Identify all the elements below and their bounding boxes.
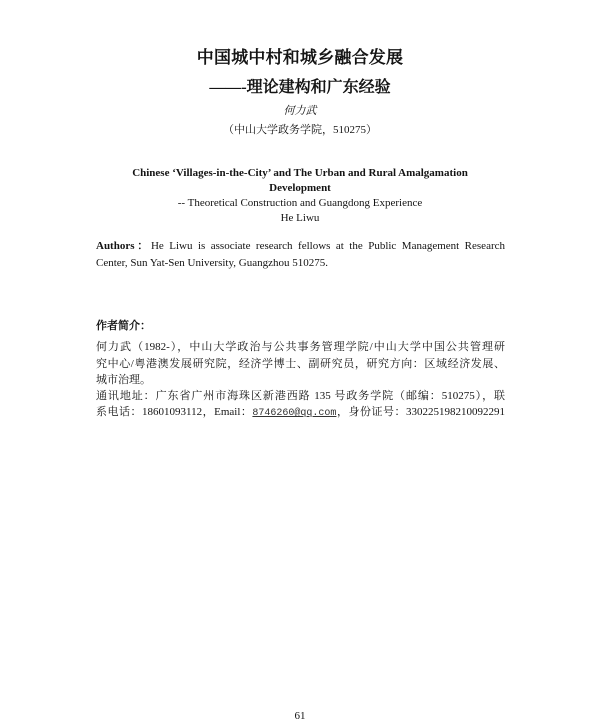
bio-heading: 作者简介：	[96, 320, 151, 332]
authors-note-label: Authors：	[96, 240, 151, 252]
authors-note-line-2: Center, Sun Yat-Sen University, Guangzhou 510275.	[96, 257, 328, 269]
affiliation-chinese: （中山大学政务学院，510275）	[223, 124, 377, 136]
title-english-line-1: Chinese ‘Villages-in-the-City’ and The Urban and Rural Amalgamation	[132, 167, 468, 179]
title-chinese-line-2: ——-理论建构和广东经验	[209, 79, 391, 96]
bio-line: 何力武（1982-），中山大学政治与公共事务管理学院/中山大学中国公共管理研	[96, 341, 505, 353]
bio-contact-line	[96, 405, 505, 421]
author-name-chinese: 何力武	[283, 105, 317, 117]
title-chinese-line-1: 中国城中村和城乡融合发展	[196, 48, 404, 67]
bio-line: 究中心/粤港澳发展研究院，经济学博士、副研究员，研究方向：区域经济发展、	[96, 358, 505, 370]
page-number: 61	[294, 710, 306, 722]
bio-line: 通讯地址：广东省广州市海珠区新港西路 135 号政务学院（邮编：510275），联	[96, 390, 505, 402]
contact-id-text: ，身份证号：330225198210092291	[336, 406, 505, 418]
contact-phone-text: 系电话：18601093112，Email：	[96, 406, 253, 418]
title-english-line-2: Development	[269, 182, 331, 194]
authors-note-line-1	[96, 239, 505, 253]
email-link[interactable]: 8746260@qq.com	[252, 408, 337, 419]
authors-note-text-1: He Liwu is associate research fellows at the Public Management Research	[150, 240, 505, 252]
bio-line: 城市治理。	[96, 374, 151, 386]
subtitle-english: -- Theoretical Construction and Guangdong Experience	[177, 197, 423, 209]
author-name-english: He Liwu	[280, 212, 320, 224]
